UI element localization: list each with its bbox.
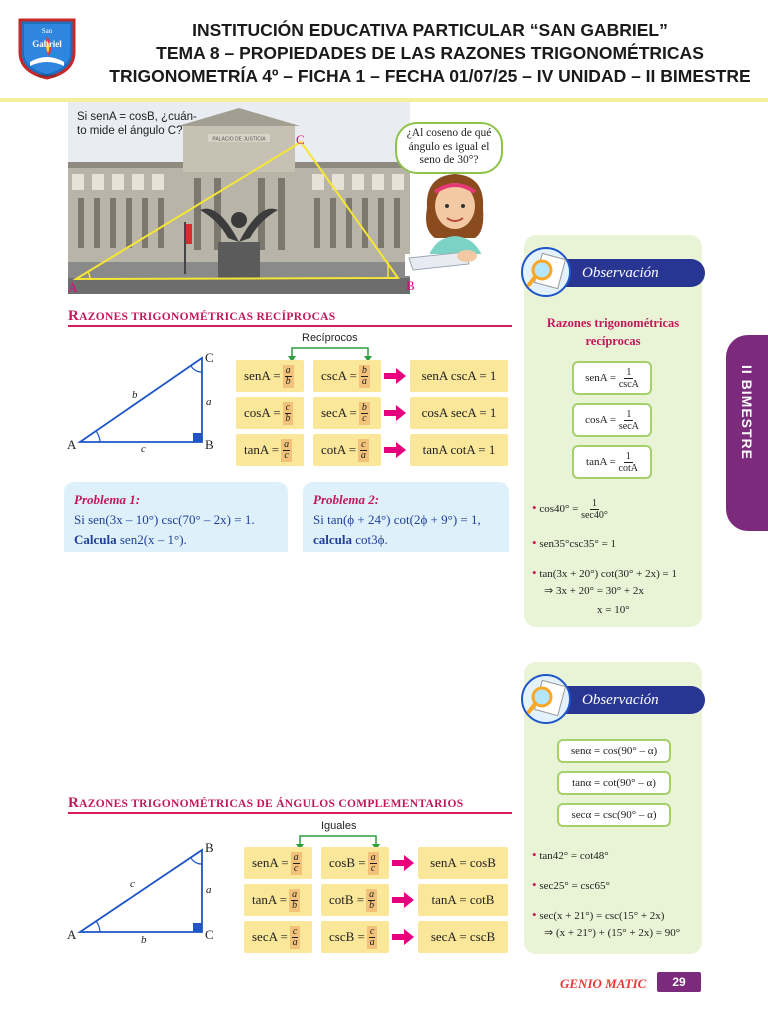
fraction-denominator: c	[362, 412, 367, 424]
right-triangle-diagram-2	[64, 840, 224, 946]
photo-vertex-a: A	[68, 280, 78, 295]
formula-lhs: tanA =	[244, 442, 280, 457]
right-arrow-icon	[392, 855, 414, 871]
identity-fraction	[619, 367, 639, 390]
fraction	[366, 889, 377, 912]
photo-question	[77, 110, 197, 138]
fraction-numerator: a	[293, 851, 299, 863]
identity-lhs: senA =	[585, 372, 617, 384]
formula-lhs: senA =	[252, 855, 289, 870]
bullet-icon: •	[532, 907, 537, 922]
photo-question-line2: to mide el ángulo C?	[77, 125, 183, 137]
result-box: senA = cosB	[418, 847, 508, 879]
problem-2-card	[303, 482, 509, 552]
logo-text-top: San	[41, 27, 53, 35]
identity-box: tanα = cot(90° – α)	[557, 771, 671, 795]
fraction	[289, 889, 300, 912]
bullet-icon: •	[532, 565, 537, 580]
obs2-b2-text: sec25° = csc65°	[539, 880, 610, 892]
section2-title-rest: AZONES TRIGONOMÉTRICAS DE ÁNGULOS COMPLEMENTARIOS	[79, 798, 464, 810]
obs1-b3-line3: x = 10°	[597, 604, 630, 616]
fraction-denominator: b	[285, 412, 291, 424]
identity-box	[572, 445, 652, 479]
right-arrow-icon	[392, 892, 414, 908]
formula-box	[313, 397, 381, 429]
observation-1-subtitle	[530, 314, 696, 350]
formula-lhs: cscB =	[329, 929, 365, 944]
observation-1-header: Observación	[546, 259, 705, 287]
obs1-b3-line2: ⇒ 3x + 20° = 30° + 2x	[544, 585, 644, 597]
obs2-b1-text: tan42° = cot48°	[539, 850, 609, 862]
bullet-icon: •	[532, 847, 537, 862]
right-arrow-icon	[384, 405, 406, 421]
identity-num: 1	[626, 408, 632, 420]
problem-1-verb: Calcula	[74, 532, 117, 547]
tri2-side-b: b	[141, 934, 147, 946]
tri2-vertex-c: C	[205, 927, 214, 942]
section1-title	[68, 308, 335, 325]
photo-vertex-c: C	[296, 132, 305, 147]
fraction-numerator: c	[292, 925, 298, 937]
obs2-b3-text: sec(x + 21°) = csc(15° + 2x)	[539, 910, 665, 922]
school-logo-icon	[16, 16, 78, 80]
fraction	[367, 926, 377, 949]
formula-lhs: secA =	[252, 929, 288, 944]
section2-rule	[68, 812, 512, 814]
header-title-line2: TEMA 8 – PROPIEDADES DE LAS RAZONES TRIGONOMÉTRICAS	[156, 43, 704, 63]
bimester-side-tab-label: II BIMESTRE	[739, 365, 755, 461]
fraction-numerator: c	[285, 401, 291, 413]
fraction-denominator: c	[293, 862, 299, 874]
obs1-b1-den: sec40°	[581, 510, 608, 521]
bullet-icon: •	[532, 500, 537, 516]
identity-lhs: tanA =	[586, 456, 616, 468]
formula-lhs: cotB =	[329, 892, 365, 907]
speech-bubble	[395, 122, 503, 174]
magnifier-document-icon	[520, 246, 572, 298]
obs2-bullet-3	[532, 907, 664, 924]
identity-box: secα = csc(90° – α)	[557, 803, 671, 827]
formula-lhs: secA =	[321, 405, 357, 420]
identity-den: secA	[618, 420, 639, 432]
fraction-denominator: c	[370, 862, 376, 874]
fraction-denominator: a	[292, 936, 298, 948]
obs1-b1-num: 1	[591, 498, 597, 509]
fraction-denominator: b	[292, 899, 298, 911]
bubble-line1: ¿Al coseno de qué	[406, 127, 492, 139]
right-arrow-icon	[384, 442, 406, 458]
formula-box	[321, 847, 389, 879]
section1-title-first: R	[68, 308, 80, 324]
tri2-vertex-a: A	[67, 927, 77, 942]
identity-box	[572, 403, 652, 437]
problem-2-line2	[313, 530, 499, 550]
fraction-numerator: b	[361, 401, 367, 413]
observation-1-subtitle-l1: Razones trigonométricas	[546, 316, 680, 330]
formula-box	[321, 921, 389, 953]
tri2-side-c: c	[130, 878, 135, 890]
fraction	[290, 926, 300, 949]
right-arrow-icon	[392, 929, 414, 945]
tri2-vertex-b: B	[205, 840, 214, 855]
identity-box: senα = cos(90° – α)	[557, 739, 671, 763]
magnifier-document-icon	[520, 673, 572, 725]
result-box: secA = cscB	[418, 921, 508, 953]
fraction	[283, 365, 294, 388]
fraction	[359, 402, 370, 425]
formula-lhs: cosB =	[329, 855, 366, 870]
section2-title-first: R	[68, 795, 80, 811]
result-box: tanA cotA = 1	[410, 434, 508, 466]
fraction-denominator: a	[369, 936, 375, 948]
section1-rule	[68, 325, 512, 327]
fraction-numerator: a	[292, 888, 298, 900]
identity-num: 1	[626, 366, 632, 378]
obs1-b2-text: sen35°csc35° = 1	[539, 538, 617, 550]
fraction	[368, 852, 379, 875]
formula-box	[244, 847, 312, 879]
fraction	[291, 852, 302, 875]
identity-den: cscA	[618, 378, 639, 390]
problem-1-card	[64, 482, 288, 552]
fraction-numerator: a	[285, 364, 291, 376]
tri1-vertex-b: B	[205, 437, 214, 452]
logo-text-bottom: COLEGIO	[37, 73, 57, 78]
formula-lhs: senA =	[244, 368, 281, 383]
identity-den: cotA	[618, 462, 638, 474]
obs1-b1-fraction	[581, 498, 608, 521]
identity-fraction	[619, 409, 639, 432]
reciprocal-group-label: Recíprocos	[302, 332, 358, 344]
problem-1-line2	[74, 530, 278, 550]
obs1-b1-lhs: cos40° =	[539, 503, 579, 516]
fraction-numerator: c	[361, 438, 366, 450]
page-number: 29	[657, 972, 701, 992]
tri2-side-a: a	[206, 884, 212, 896]
right-arrow-icon	[384, 368, 406, 384]
fraction-numerator: a	[369, 888, 375, 900]
bubble-line3: seno de 30°?	[419, 154, 479, 166]
problem-2-line1: Si tan(ϕ + 24°) cot(2ϕ + 9°) = 1,	[313, 512, 481, 527]
footer-brand: GENIO MATIC	[560, 976, 647, 991]
identity-num: 1	[625, 450, 631, 462]
obs1-b3-text: tan(3x + 20°) cot(30° + 2x) = 1	[539, 568, 678, 580]
fraction-numerator: b	[361, 364, 367, 376]
formula-box	[313, 360, 381, 392]
formula-box	[236, 397, 304, 429]
formula-lhs: tanA =	[252, 892, 288, 907]
obs1-bullet-3	[532, 565, 677, 582]
section1-title-rest: AZONES TRIGONOMÉTRICAS RECÍPROCAS	[79, 311, 336, 323]
problem-2-expr: cot3ϕ.	[352, 532, 388, 547]
problem-1-head: Problema 1:	[74, 492, 141, 507]
problem-2-head: Problema 2:	[313, 492, 380, 507]
fraction	[281, 439, 292, 462]
bullet-icon: •	[532, 877, 537, 892]
fraction-denominator: c	[284, 449, 289, 461]
formula-lhs: cosA =	[244, 405, 281, 420]
formula-box	[313, 434, 381, 466]
problem-1-expr: sen2(x – 1°).	[116, 532, 187, 547]
formula-box	[236, 360, 304, 392]
obs1-bullet-1	[532, 498, 608, 521]
formula-box	[244, 884, 312, 916]
formula-box	[244, 921, 312, 953]
result-box: cosA secA = 1	[410, 397, 508, 429]
formula-lhs: cscA =	[321, 368, 357, 383]
fraction-denominator: a	[360, 449, 366, 461]
tri1-vertex-a: A	[67, 437, 77, 452]
observation-2-header: Observación	[546, 686, 705, 714]
fraction-numerator: c	[369, 925, 375, 937]
identity-lhs: cosA =	[585, 414, 617, 426]
obs2-bullet-2	[532, 877, 610, 894]
photo-vertex-b: B	[406, 278, 415, 293]
identity-fraction	[619, 451, 638, 474]
section2-title	[68, 795, 463, 812]
fraction	[358, 439, 368, 462]
tri1-side-c: c	[141, 443, 146, 455]
logo-text-main: Gabriel	[32, 39, 62, 49]
fraction-denominator: b	[285, 375, 291, 387]
obs2-bullet-1	[532, 847, 609, 864]
obs2-b3-line2: ⇒ (x + 21°) + (15° + 2x) = 90°	[544, 927, 681, 939]
fraction-denominator: a	[361, 375, 367, 387]
result-box: senA cscA = 1	[410, 360, 508, 392]
tri1-side-b: b	[132, 389, 138, 401]
fraction-numerator: a	[370, 851, 376, 863]
bubble-line2: ángulo es igual el	[408, 140, 490, 153]
problem-2-verb: calcula	[313, 532, 352, 547]
problem-1-line1: Si sen(3x – 10°) csc(70° – 2x) = 1.	[74, 512, 255, 527]
girl-illustration-icon	[405, 168, 505, 276]
right-triangle-diagram-1	[64, 348, 224, 458]
fraction-numerator: a	[284, 438, 290, 450]
bullet-icon: •	[532, 535, 537, 550]
header-title-line3: TRIGONOMETRÍA 4º – FICHA 1 – FECHA 01/07/25 – IV UNIDAD – II BIMESTRE	[109, 66, 751, 86]
photo-question-line1: Si senA = cosB, ¿cuán-	[77, 111, 197, 123]
formula-lhs: cotA =	[321, 442, 357, 457]
result-box: tanA = cotB	[418, 884, 508, 916]
formula-box	[321, 884, 389, 916]
observation-1-subtitle-l2: recíprocas	[585, 334, 641, 348]
palace-sign-text: PALACIO DE JUSTICIA	[212, 136, 266, 143]
fraction-denominator: b	[369, 899, 375, 911]
fraction	[283, 402, 293, 425]
formula-box	[236, 434, 304, 466]
fraction	[359, 365, 370, 388]
equal-group-label: Iguales	[321, 820, 357, 832]
obs1-bullet-2	[532, 535, 616, 552]
header-title-line1: INSTITUCIÓN EDUCATIVA PARTICULAR “SAN GABRIEL”	[192, 20, 668, 40]
identity-box	[572, 361, 652, 395]
tri1-side-a: a	[206, 396, 212, 408]
tri1-vertex-c: C	[205, 350, 214, 365]
